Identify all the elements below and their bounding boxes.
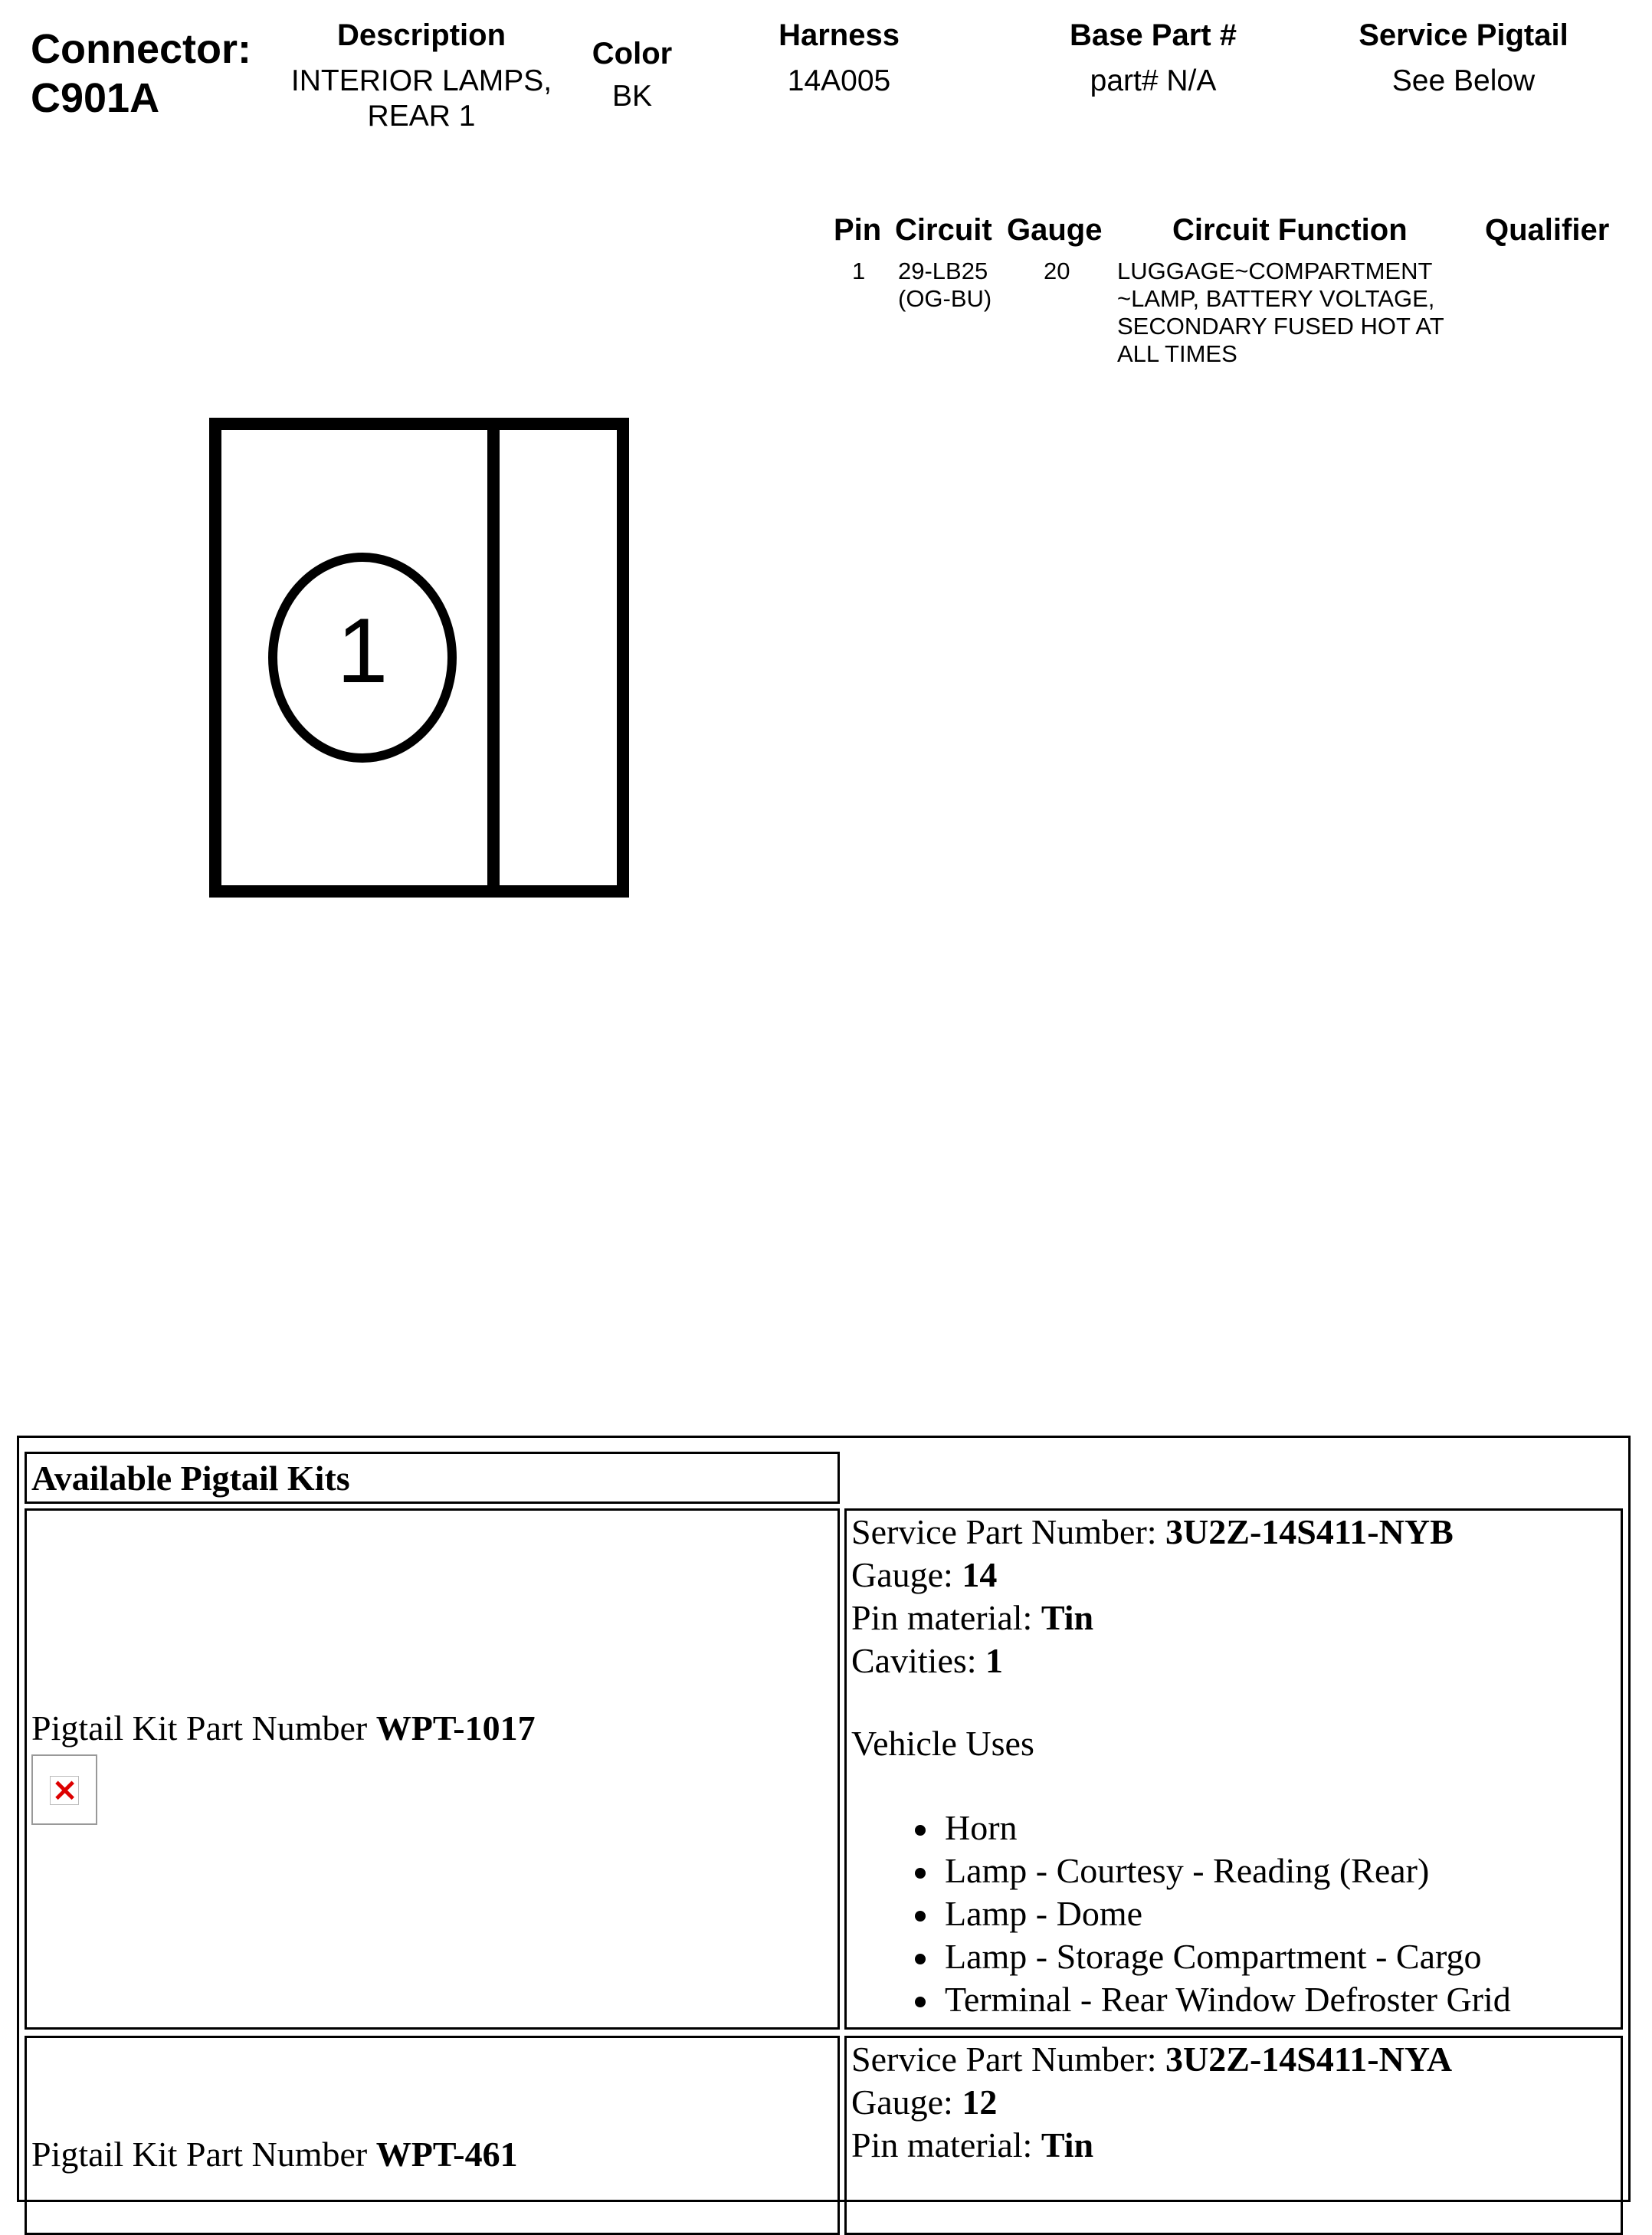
kit-2-part-number	[31, 2133, 518, 2176]
function-line: LUGGAGE~COMPARTMENT	[1117, 258, 1433, 284]
kit-1-part-number	[31, 1707, 536, 1750]
pin-number: 1	[852, 258, 866, 284]
kit-1-number: WPT-1017	[375, 1708, 536, 1748]
vehicle-use-item: Lamp - Courtesy - Reading (Rear)	[851, 1849, 1618, 1892]
vehicle-use-item: Terminal - Rear Window Defroster Grid	[851, 1978, 1618, 2021]
kit-1-right-cell	[844, 1508, 1623, 2030]
pin-material-label: Pin material:	[851, 1598, 1041, 1637]
gauge-value: 12	[962, 2082, 998, 2122]
base-part-label: Base Part #	[1070, 18, 1237, 52]
gauge-label: Gauge:	[851, 1555, 962, 1594]
connector-id: C901A	[31, 75, 160, 121]
function-line: SECONDARY FUSED HOT AT	[1117, 313, 1444, 340]
kit-2-left-cell	[25, 2036, 840, 2235]
service-part-label: Service Part Number:	[851, 1512, 1166, 1551]
service-pigtail-column	[1318, 18, 1609, 99]
description-value-line1: INTERIOR LAMPS,	[290, 64, 552, 97]
function-line: ~LAMP, BATTERY VOLTAGE,	[1117, 285, 1435, 312]
pigtail-title: Available Pigtail Kits	[31, 1459, 350, 1498]
circuit-function-value	[1117, 258, 1470, 368]
vehicle-use-item: Lamp - Dome	[851, 1892, 1618, 1935]
gauge-value: 14	[962, 1555, 998, 1594]
kit-1-cavities	[851, 1639, 1618, 1682]
circuit-line1: 29-LB25	[898, 258, 988, 284]
vehicle-uses-label: Vehicle Uses	[851, 1724, 1034, 1763]
harness-value: 14A005	[787, 64, 891, 97]
color-value: BK	[611, 80, 653, 113]
kit-2-pin-material	[851, 2124, 1618, 2167]
connector-label: Connector:	[31, 26, 251, 72]
kit-1-pin-material	[851, 1597, 1618, 1639]
gauge-label: Gauge:	[851, 2082, 962, 2122]
qualifier-header: Qualifier	[1485, 213, 1610, 247]
cavities-label: Cavities:	[851, 1641, 986, 1680]
pin-material-label: Pin material:	[851, 2125, 1041, 2164]
kit-1-label: Pigtail Kit Part Number	[31, 1708, 376, 1748]
vehicle-use-item: Horn	[851, 1807, 1618, 1849]
circuit-line2: (OG-BU)	[898, 285, 992, 312]
service-part-label: Service Part Number:	[851, 2040, 1166, 2079]
pin-header: Pin	[834, 213, 882, 247]
gauge-value: 20	[1044, 258, 1070, 284]
connector-diagram	[0, 0, 690, 920]
pin-material-value: Tin	[1041, 2125, 1094, 2164]
pigtail-title-cell	[25, 1452, 840, 1504]
kit-1-service-part	[851, 1511, 1618, 1554]
cavities-value: 1	[985, 1641, 1004, 1680]
broken-image-icon: ×	[31, 1754, 97, 1825]
harness-label: Harness	[778, 18, 900, 52]
description-value-line2: REAR 1	[367, 100, 476, 133]
harness-column	[736, 18, 942, 99]
base-part-column	[1027, 18, 1280, 99]
service-part-number: 3U2Z-14S411-NYA	[1165, 2040, 1453, 2079]
color-label: Color	[592, 37, 673, 71]
vehicle-uses-list	[851, 1807, 1618, 2021]
circuit-function-header: Circuit Function	[1172, 213, 1408, 247]
vehicle-use-item: Lamp - Storage Compartment - Cargo	[851, 1935, 1618, 1978]
kit-1-left-cell	[25, 1508, 840, 2030]
kit-2-right-cell	[844, 2036, 1623, 2235]
kit-2-number: WPT-461	[375, 2135, 518, 2174]
service-part-number: 3U2Z-14S411-NYB	[1165, 1512, 1454, 1551]
pin-cavity-label: 1	[336, 599, 388, 702]
function-line: ALL TIMES	[1117, 340, 1237, 367]
kit-2-label: Pigtail Kit Part Number	[31, 2135, 376, 2174]
gauge-header: Gauge	[1007, 213, 1103, 247]
service-pigtail-label: Service Pigtail	[1359, 18, 1568, 52]
description-label: Description	[336, 18, 506, 52]
service-pigtail-value: See Below	[1391, 64, 1536, 97]
circuit-value	[898, 258, 998, 313]
pin-material-value: Tin	[1041, 1598, 1094, 1637]
kit-2-service-part	[851, 2038, 1618, 2081]
base-part-value: part# N/A	[1090, 64, 1217, 97]
kit-1-gauge	[851, 1554, 1618, 1597]
kit-2-gauge	[851, 2081, 1618, 2124]
circuit-header: Circuit	[895, 213, 992, 247]
